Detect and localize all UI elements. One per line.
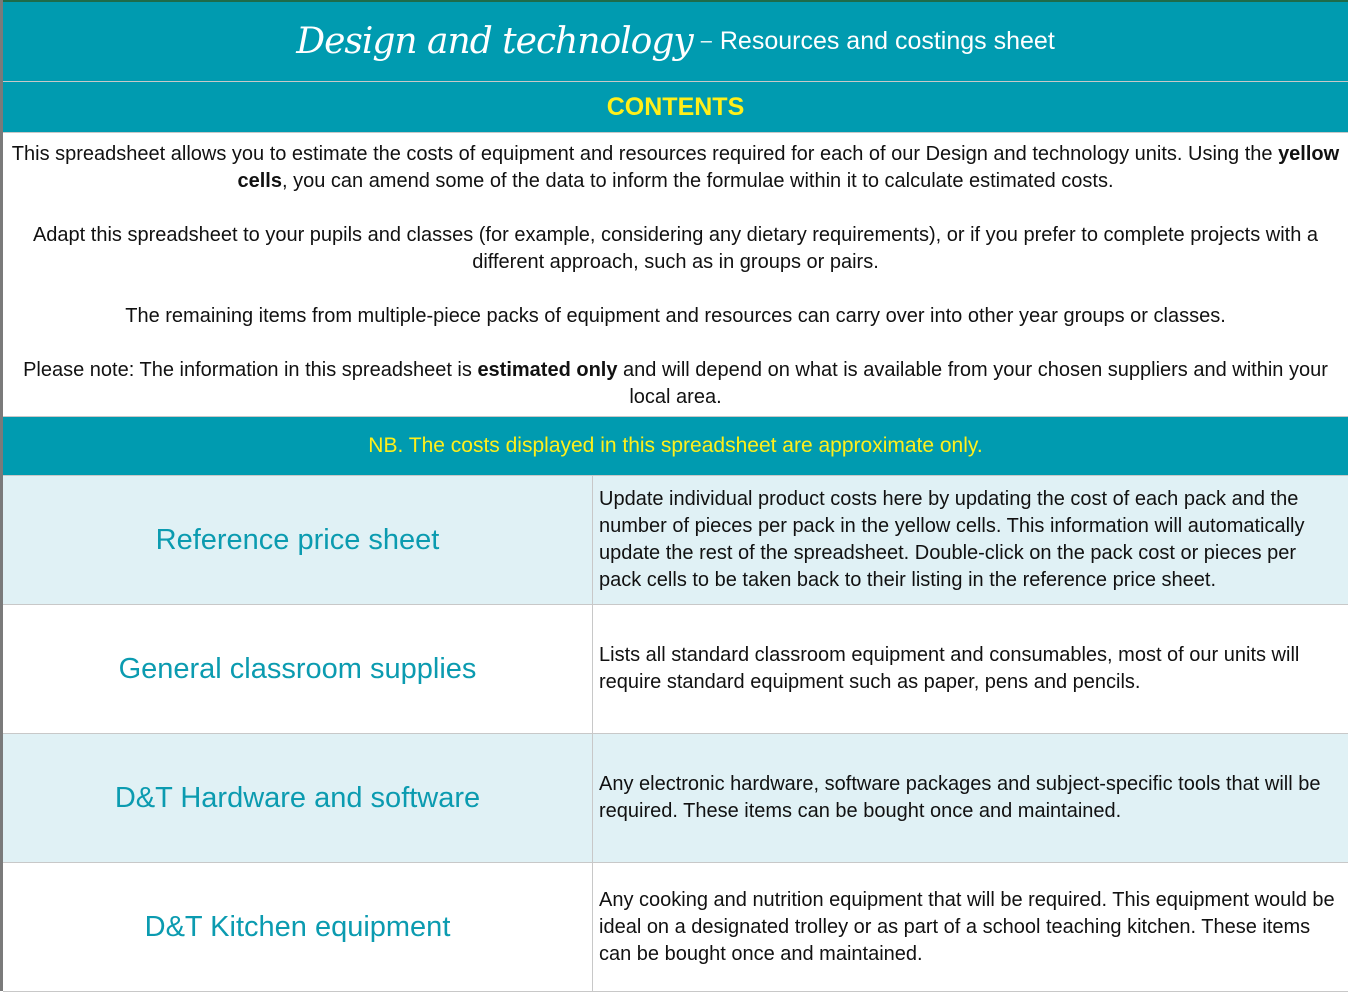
section-description: Lists all standard classroom equipment and consumables, most of our units will require standard equipment such as paper, pens and pencils. [599, 644, 1300, 693]
nb-banner: NB. The costs displayed in this spreadsheet are approximate only. [3, 417, 1348, 476]
contents-heading: CONTENTS [3, 82, 1348, 133]
section-description: Any electronic hardware, software packages and subject-specific tools that will be required. These items can be bought once and maintained. [599, 773, 1321, 822]
section-row-kitchen-equipment [3, 863, 1348, 992]
title-script: Design and technology [296, 21, 693, 62]
section-row-general-supplies [3, 605, 1348, 734]
section-row-hardware-software [3, 734, 1348, 863]
section-row-reference-price [3, 476, 1348, 605]
intro-paragraph-3: The remaining items from multiple-piece packs of equipment and resources can carry over into other year groups or classes. [125, 305, 1226, 327]
link-reference-price-sheet[interactable]: Reference price sheet [3, 476, 593, 604]
section-description: Any cooking and nutrition equipment that will be required. This equipment would be ideal on a designated trolley or as part of a school teaching kitchen. These items can be bought once and maintained. [599, 888, 1335, 965]
title-banner [3, 2, 1348, 82]
intro-cell[interactable] [3, 133, 1348, 417]
title-separator: – [700, 30, 712, 52]
section-description: Update individual product costs here by updating the cost of each pack and the number of pieces per pack in the yellow cells. This information will automatically update the rest of the spreadsheet. Double-click on the pack cost or pieces per pack cells to be taken back to their listing in the reference price sheet. [599, 488, 1305, 591]
link-general-classroom-supplies[interactable]: General classroom supplies [3, 605, 593, 733]
intro-paragraph-1: This spreadsheet allows you to estimate the costs of equipment and resources required for each of our Design and technology units. Using the yellow cells, you can amend some of the data to inform the formulae within it to calculate estimated costs. [11, 143, 1340, 192]
link-kitchen-equipment[interactable]: D&T Kitchen equipment [3, 863, 593, 991]
intro-paragraph-2: Adapt this spreadsheet to your pupils and classes (for example, considering any dietary requirements), or if you prefer to complete projects with a different approach, such as in groups or pairs. [32, 224, 1319, 273]
link-hardware-software[interactable]: D&T Hardware and software [3, 734, 593, 862]
title-subtitle: Resources and costings sheet [719, 27, 1055, 55]
intro-paragraph-4: Please note: The information in this spreadsheet is estimated only and will depend on what is available from your chosen suppliers and within your local area. [23, 359, 1328, 408]
